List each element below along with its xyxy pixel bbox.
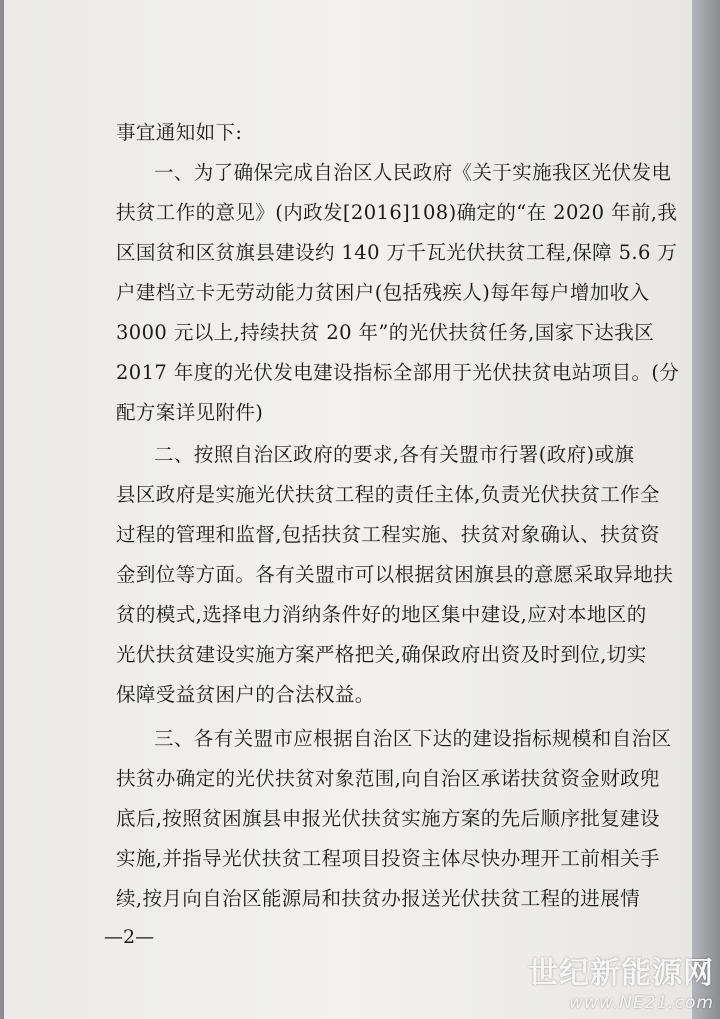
text-line: 县区政府是实施光伏扶贫工程的责任主体,负责光伏扶贫工作全	[116, 483, 660, 506]
text-line: 扶贫工作的意见》(内政发[2016]108)确定的“在 2020 年前,我	[116, 201, 678, 224]
watermark	[528, 956, 714, 1014]
text-line: 事宜通知如下:	[116, 121, 243, 144]
text-line: 二、按照自治区政府的要求,各有关盟市行署(政府)或旗	[154, 443, 635, 466]
page-edge-shadow	[692, 0, 720, 1019]
text-line: 3000 元以上,持续扶贫 20 年”的光伏扶贫任务,国家下达我区	[116, 321, 655, 344]
text-line: 三、各有关盟市应根据自治区下达的建设指标规模和自治区	[154, 727, 672, 750]
text-line: 实施,并指导光伏扶贫工程项目投资主体尽快办理开工前相关手	[116, 847, 660, 870]
text-line: 区国贫和区贫旗县建设约 140 万千瓦光伏扶贫工程,保障 5.6 万	[116, 241, 678, 264]
text-line: 金到位等方面。各有关盟市可以根据贫困旗县的意愿采取异地扶	[116, 563, 674, 586]
text-line: 底后,按照贫困旗县申报光伏扶贫实施方案的先后顺序批复建设	[116, 807, 660, 830]
text-line: 一、为了确保完成自治区人民政府《关于实施我区光伏发电	[154, 161, 672, 184]
text-line: 续,按月向自治区能源局和扶贫办报送光伏扶贫工程的进展情	[116, 887, 640, 910]
text-line: 户建档立卡无劳动能力贫困户(包括残疾人)每年每户增加收入	[116, 281, 650, 304]
page-number: —2—	[104, 926, 155, 948]
watermark-url: www.NE21.com	[569, 993, 714, 1013]
text-line: 保障受益贫困户的合法权益。	[116, 683, 375, 706]
watermark-name: 世纪新能源网	[528, 956, 714, 991]
text-line: 2017 年度的光伏发电建设指标全部用于光伏扶贫电站项目。(分	[116, 361, 680, 384]
text-line: 贫的模式,选择电力消纳条件好的地区集中建设,应对本地区的	[116, 603, 647, 626]
text-line: 扶贫办确定的光伏扶贫对象范围,向自治区承诺扶贫资金财政兜	[116, 767, 660, 790]
document-page	[4, 0, 692, 1019]
text-line: 配方案详见附件)	[116, 401, 264, 424]
text-line: 光伏扶贫建设实施方案严格把关,确保政府出资及时到位,切实	[116, 643, 647, 666]
text-line: 过程的管理和监督,包括扶贫工程实施、扶贫对象确认、扶贫资	[116, 523, 660, 546]
